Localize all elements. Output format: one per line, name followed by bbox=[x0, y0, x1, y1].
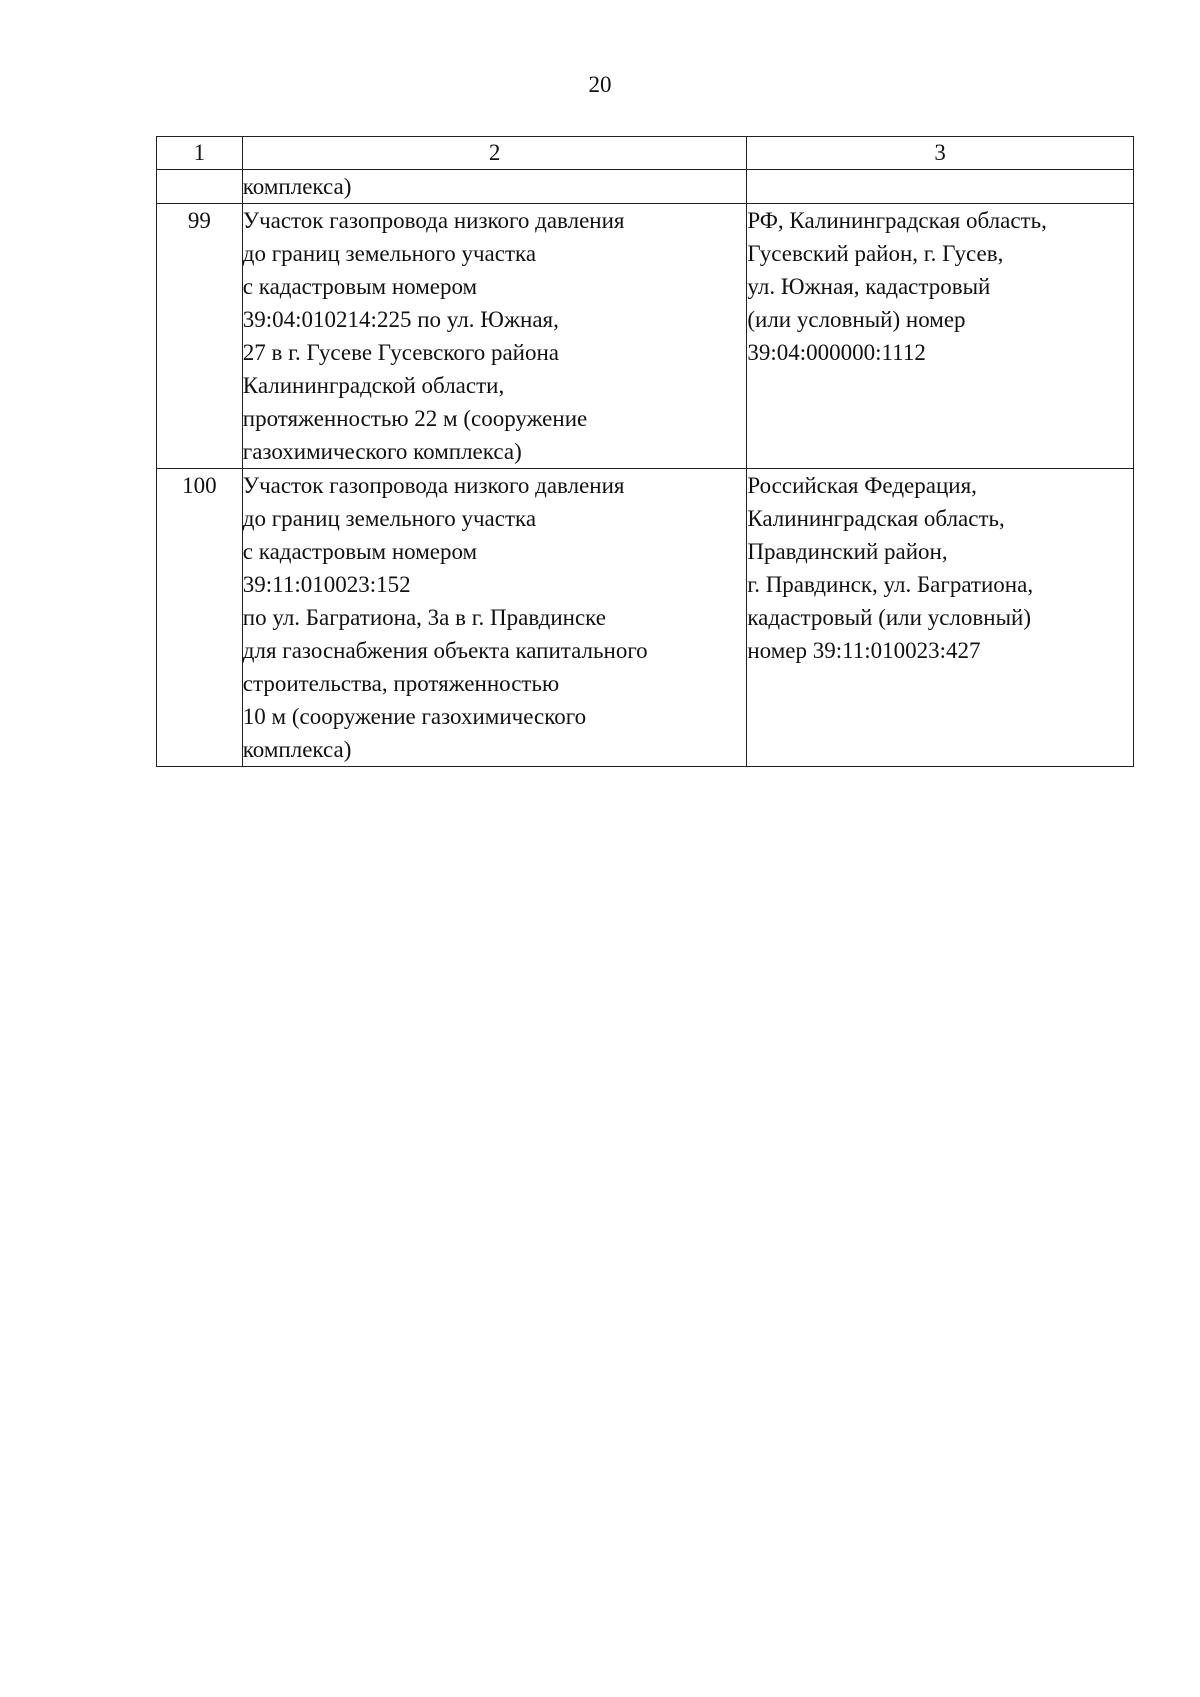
object-address bbox=[747, 170, 1134, 204]
row-number bbox=[157, 170, 243, 204]
description-line: 27 в г. Гусеве Гусевского района bbox=[242, 340, 559, 365]
address-line: кадастровый (или условный) bbox=[747, 605, 1031, 630]
description-line: для газоснабжения объекта капитального bbox=[242, 638, 648, 663]
address-line: ул. Южная, кадастровый bbox=[747, 274, 991, 299]
address-line: номер 39:11:010023:427 bbox=[747, 638, 981, 663]
description-line: 39:11:010023:152 bbox=[242, 572, 411, 597]
object-description bbox=[242, 469, 747, 767]
description-line: Калининградской области, bbox=[242, 373, 505, 398]
address-line: 39:04:000000:1112 bbox=[747, 340, 926, 365]
page-number: 20 bbox=[588, 72, 612, 97]
description-line: комплекса) bbox=[242, 737, 352, 762]
column-header-3: 3 bbox=[747, 137, 1134, 170]
column-header-1: 1 bbox=[157, 137, 243, 170]
object-description bbox=[242, 204, 747, 469]
description-line: до границ земельного участка bbox=[242, 506, 537, 531]
table-row bbox=[157, 469, 1134, 767]
object-description bbox=[242, 170, 747, 204]
description-line: 10 м (сооружение газохимического bbox=[242, 704, 587, 729]
address-line: Российская Федерация, bbox=[747, 473, 977, 498]
description-line: до границ земельного участка bbox=[242, 241, 537, 266]
table-row bbox=[157, 170, 1134, 204]
row-number: 99 bbox=[157, 204, 243, 469]
object-address bbox=[747, 204, 1134, 469]
description-line: газохимического комплекса) bbox=[242, 439, 522, 464]
header-row bbox=[157, 137, 1134, 170]
row-number: 100 bbox=[157, 469, 243, 767]
address-line: г. Правдинск, ул. Багратиона, bbox=[747, 572, 1034, 597]
description-line: протяженностью 22 м (сооружение bbox=[242, 406, 588, 431]
table-row bbox=[157, 204, 1134, 469]
description-line: с кадастровым номером bbox=[242, 539, 478, 564]
description-line: с кадастровым номером bbox=[242, 274, 478, 299]
description-line: Участок газопровода низкого давления bbox=[242, 208, 625, 233]
address-line: Калининградская область, bbox=[747, 506, 1005, 531]
description-line: по ул. Багратиона, 3а в г. Правдинске bbox=[242, 605, 606, 630]
address-line: Гусевский район, г. Гусев, bbox=[747, 241, 1004, 266]
description-line: Участок газопровода низкого давления bbox=[242, 473, 625, 498]
description-line: комплекса) bbox=[242, 174, 352, 199]
address-line: РФ, Калининградская область, bbox=[747, 208, 1047, 233]
description-line: строительства, протяженностью bbox=[242, 671, 560, 696]
column-header-2: 2 bbox=[242, 137, 747, 170]
address-line: (или условный) номер bbox=[747, 307, 966, 332]
description-line: 39:04:010214:225 по ул. Южная, bbox=[242, 307, 559, 332]
registry-table bbox=[156, 136, 1134, 767]
address-line: Правдинский район, bbox=[747, 539, 948, 564]
object-address bbox=[747, 469, 1134, 767]
